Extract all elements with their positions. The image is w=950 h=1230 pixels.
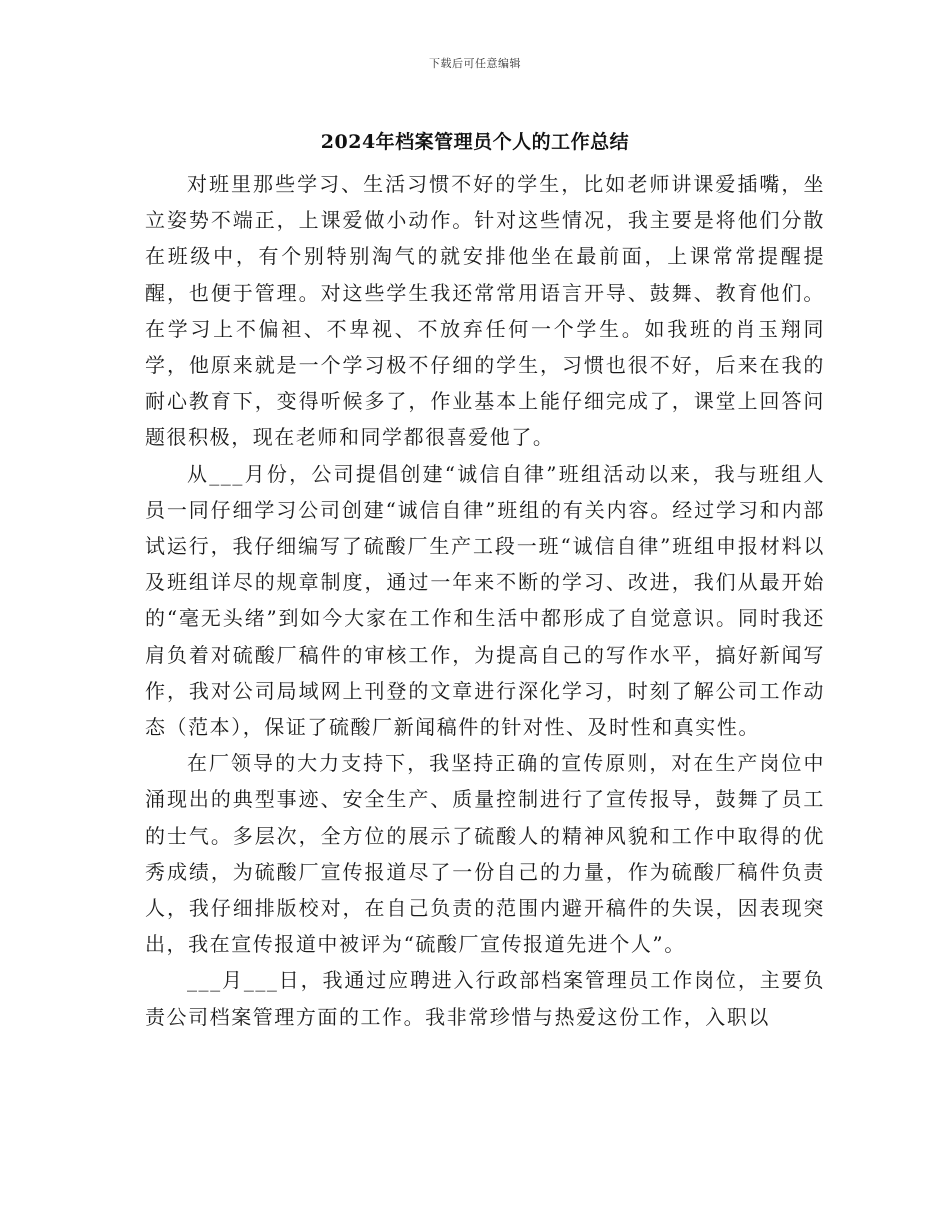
document-body [145, 166, 825, 1035]
paragraph-1: 对班里那些学习、生活习惯不好的学生，比如老师讲课爱插嘴，坐立姿势不端正，上课爱做小动作。针对这些情况，我主要是将他们分散在班级中，有个别特别淘气的就安排他坐在最前面，上课常常提醒提醒，也便于管理。对这些学生我还常常用语言开导、鼓舞、教育他们。在学习上不偏袒、不卑视、不放弃任何一个学生。如我班的肖玉翔同学，他原来就是一个学习极不仔细的学生，习惯也很不好，后来在我的耐心教育下，变得听候多了，作业基本上能仔细完成了，课堂上回答问题很积极，现在老师和同学都很喜爱他了。 [145, 172, 825, 450]
paragraph-2: 从___月份，公司提倡创建“诚信自律”班组活动以来，我与班组人员一同仔细学习公司创建“诚信自律”班组的有关内容。经过学习和内部试运行，我仔细编写了硫酸厂生产工段一班“诚信自律”班组申报材料以及班组详尽的规章制度，通过一年来不断的学习、改进，我们从最开始的“毫无头绪”到如今大家在工作和生活中都形成了自觉意识。同时我还肩负着对硫酸厂稿件的审核工作，为提高自己的写作水平，搞好新闻写作，我对公司局域网上刊登的文章进行深化学习，时刻了解公司工作动态（范本），保证了硫酸厂新闻稿件的针对性、及时性和真实性。 [145, 461, 825, 740]
header-note: 下载后可任意编辑 [429, 57, 521, 70]
paragraph-4: ___月___日，我通过应聘进入行政部档案管理员工作岗位，主要负责公司档案管理方面的工作。我非常珍惜与热爱这份工作，入职以 [145, 968, 825, 1029]
document-title: 2024年档案管理员个人的工作总结 [320, 131, 630, 153]
paragraph-3: 在厂领导的大力支持下，我坚持正确的宣传原则，对在生产岗位中涌现出的典型事迹、安全生产、质量控制进行了宣传报导，鼓舞了员工的士气。多层次，全方位的展示了硫酸人的精神风貌和工作中取得的优秀成绩，为硫酸厂宣传报道尽了一份自己的力量，作为硫酸厂稿件负责人，我仔细排版校对，在自己负责的范围内避开稿件的失误，因表现突出，我在宣传报道中被评为“硫酸厂宣传报道先进个人”。 [145, 751, 825, 957]
